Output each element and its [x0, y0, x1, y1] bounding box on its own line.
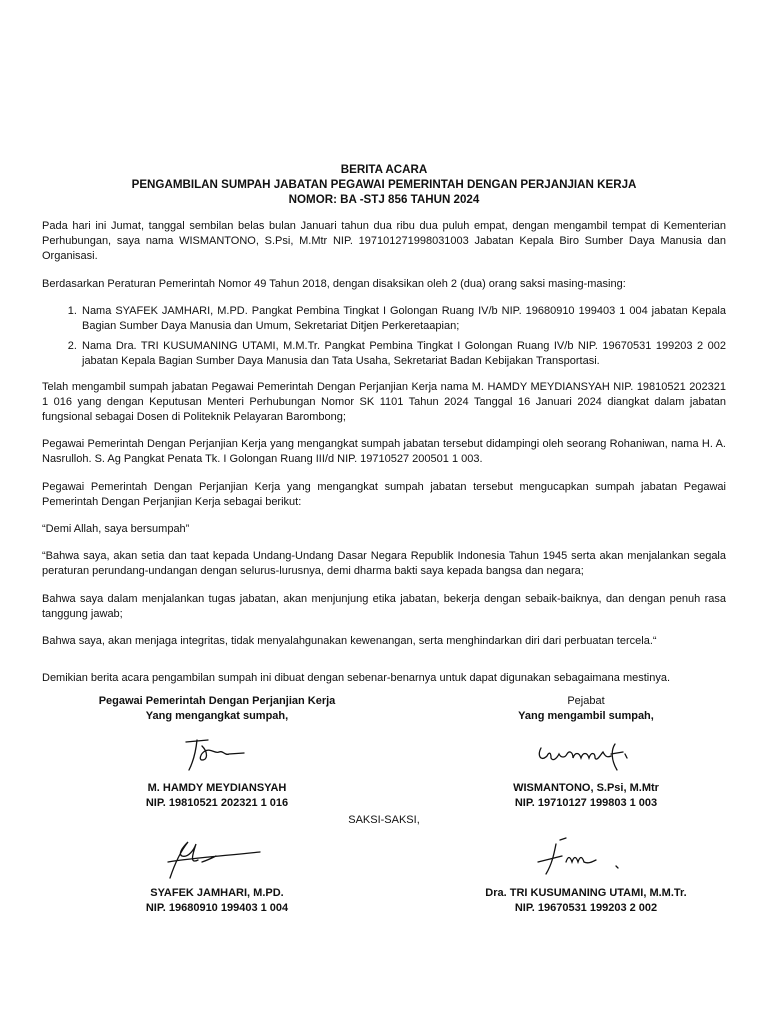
oath-paragraph-3: Bahwa saya, akan menjaga integritas, tidak menyalahgunakan kewenangan, serta menghindarkan diri dari perbuatan tercela.“ — [42, 635, 657, 648]
oath-taken-paragraph: Telah mengambil sumpah jabatan Pegawai Pemerintah Dengan Perjanjian Kerja nama M. HAMDY MEYDIANSYAH NIP. 19810521 202321 1 016 yang dengan Keputusan Menteri Perhubungan Nomor SK 1101 Tahun 2024 Tanggal 16 Januari 2024 diangkat dalam jabatan fungsional sebagai Dosen di Politeknik Pelayaran Barombong; — [42, 380, 726, 424]
signer-nip: NIP. 19810521 202321 1 016 — [145, 796, 289, 809]
oath-opening: “Demi Allah, saya bersumpah” — [42, 523, 190, 536]
signer-name: WISMANTONO, S.Psi, M.Mtr — [513, 782, 659, 795]
list-item: 1. Nama SYAFEK JAMHARI, M.PD. Pangkat Pembina Tingkat I Golongan Ruang IV/b NIP. 19680910 199403 1 004 jabatan Kepala Bagian Sumber Daya Manusia dan Umum, Sekretariat Ditjen Perkeretaapian; — [80, 304, 726, 334]
signer-nip: NIP. 19710127 199803 1 003 — [514, 796, 658, 809]
signature-image — [456, 828, 716, 886]
signature-image — [456, 723, 716, 781]
signer-nip: NIP. 19670531 199203 2 002 — [514, 901, 658, 914]
header-subtitle: PENGAMBILAN SUMPAH JABATAN PEGAWAI PEMERINTAH DENGAN PERJANJIAN KERJA — [131, 178, 637, 191]
signer-role: Pejabat — [567, 695, 605, 708]
signature-row-witnesses — [42, 828, 726, 915]
list-item: 2. Nama Dra. TRI KUSUMANING UTAMI, M.M.Tr. Pangkat Pembina Tingkat I Golongan Ruang IV/b NIP. 19670531 199203 2 002 jabatan Kepala Bagian Sumber Daya Manusia dan Tata Usaha, Sekretariat Badan Kebijakan Transportasi. — [80, 339, 726, 369]
witnesses-label: SAKSI-SAKSI, — [348, 814, 420, 827]
closing-paragraph: Demikian berita acara pengambilan sumpah ini dibuat dengan sebenar-benarnya untuk dapat digunakan sebagaimana mestinya. — [42, 672, 671, 685]
document-body — [42, 219, 726, 686]
signer-role: Pegawai Pemerintah Dengan Perjanjian Kerja — [98, 695, 336, 708]
signer-name: SYAFEK JAMHARI, M.PD. — [150, 887, 284, 900]
intro-paragraph: Pada hari ini Jumat, tanggal sembilan belas bulan Januari tahun dua ribu dua puluh empat, dengan mengambil tempat di Kementerian Perhubungan, saya nama WISMANTONO, S.Psi, M.Mtr NIP. 197101271998031003 Jabatan Kepala Biro Sumber Daya Manusia dan Organisasi. — [42, 220, 726, 263]
signer-nip: NIP. 19680910 199403 1 004 — [145, 901, 289, 914]
document-header — [42, 162, 726, 207]
utter-paragraph: Pegawai Pemerintah Dengan Perjanjian Kerja yang mengangkat sumpah jabatan tersebut mengucapkan sumpah jabatan Pegawai Pemerintah Dengan Perjanjian Kerja sebagai berikut: — [42, 480, 726, 508]
header-title: BERITA ACARA — [340, 163, 428, 176]
witness-list — [42, 304, 726, 370]
signature-employee — [42, 694, 392, 810]
signature-row-main — [42, 694, 726, 810]
oath-paragraph-1: “Bahwa saya, akan setia dan taat kepada Undang-Undang Dasar Negara Republik Indonesia Tahun 1945 serta akan menjalankan segala peraturan perundang-undangan dengan selurus-lurusnya, demi dharma bakti saya kepada bangsa dan negara; — [42, 550, 726, 578]
basis-paragraph: Berdasarkan Peraturan Pemerintah Nomor 49 Tahun 2018, dengan disaksikan oleh 2 (dua) orang saksi masing-masing: — [42, 277, 626, 290]
cleric-paragraph: Pegawai Pemerintah Dengan Perjanjian Kerja yang mengangkat sumpah jabatan tersebut didampingi oleh seorang Rohaniwan, nama H. A. Nasrulloh. S. Ag Pangkat Penata Tk. I Golongan Ruang III/d NIP. 19710527 200501 1 003. — [42, 438, 726, 466]
signature-official — [456, 694, 716, 810]
header-number: NOMOR: BA -STJ 856 TAHUN 2024 — [288, 193, 480, 206]
signer-role: Yang mengambil sumpah, — [518, 709, 654, 722]
oath-paragraph-2: Bahwa saya dalam menjalankan tugas jabatan, akan menjunjung etika jabatan, bekerja dengan sebaik-baiknya, dan dengan penuh rasa tanggung jawab; — [42, 592, 726, 620]
signature-image — [42, 723, 392, 781]
signer-role: Yang mengangkat sumpah, — [145, 709, 289, 722]
signer-name: Dra. TRI KUSUMANING UTAMI, M.M.Tr. — [485, 887, 687, 900]
signature-image — [42, 828, 392, 886]
signature-witness-1 — [42, 828, 392, 915]
signature-witness-2 — [456, 828, 716, 915]
signer-name: M. HAMDY MEYDIANSYAH — [147, 782, 287, 795]
